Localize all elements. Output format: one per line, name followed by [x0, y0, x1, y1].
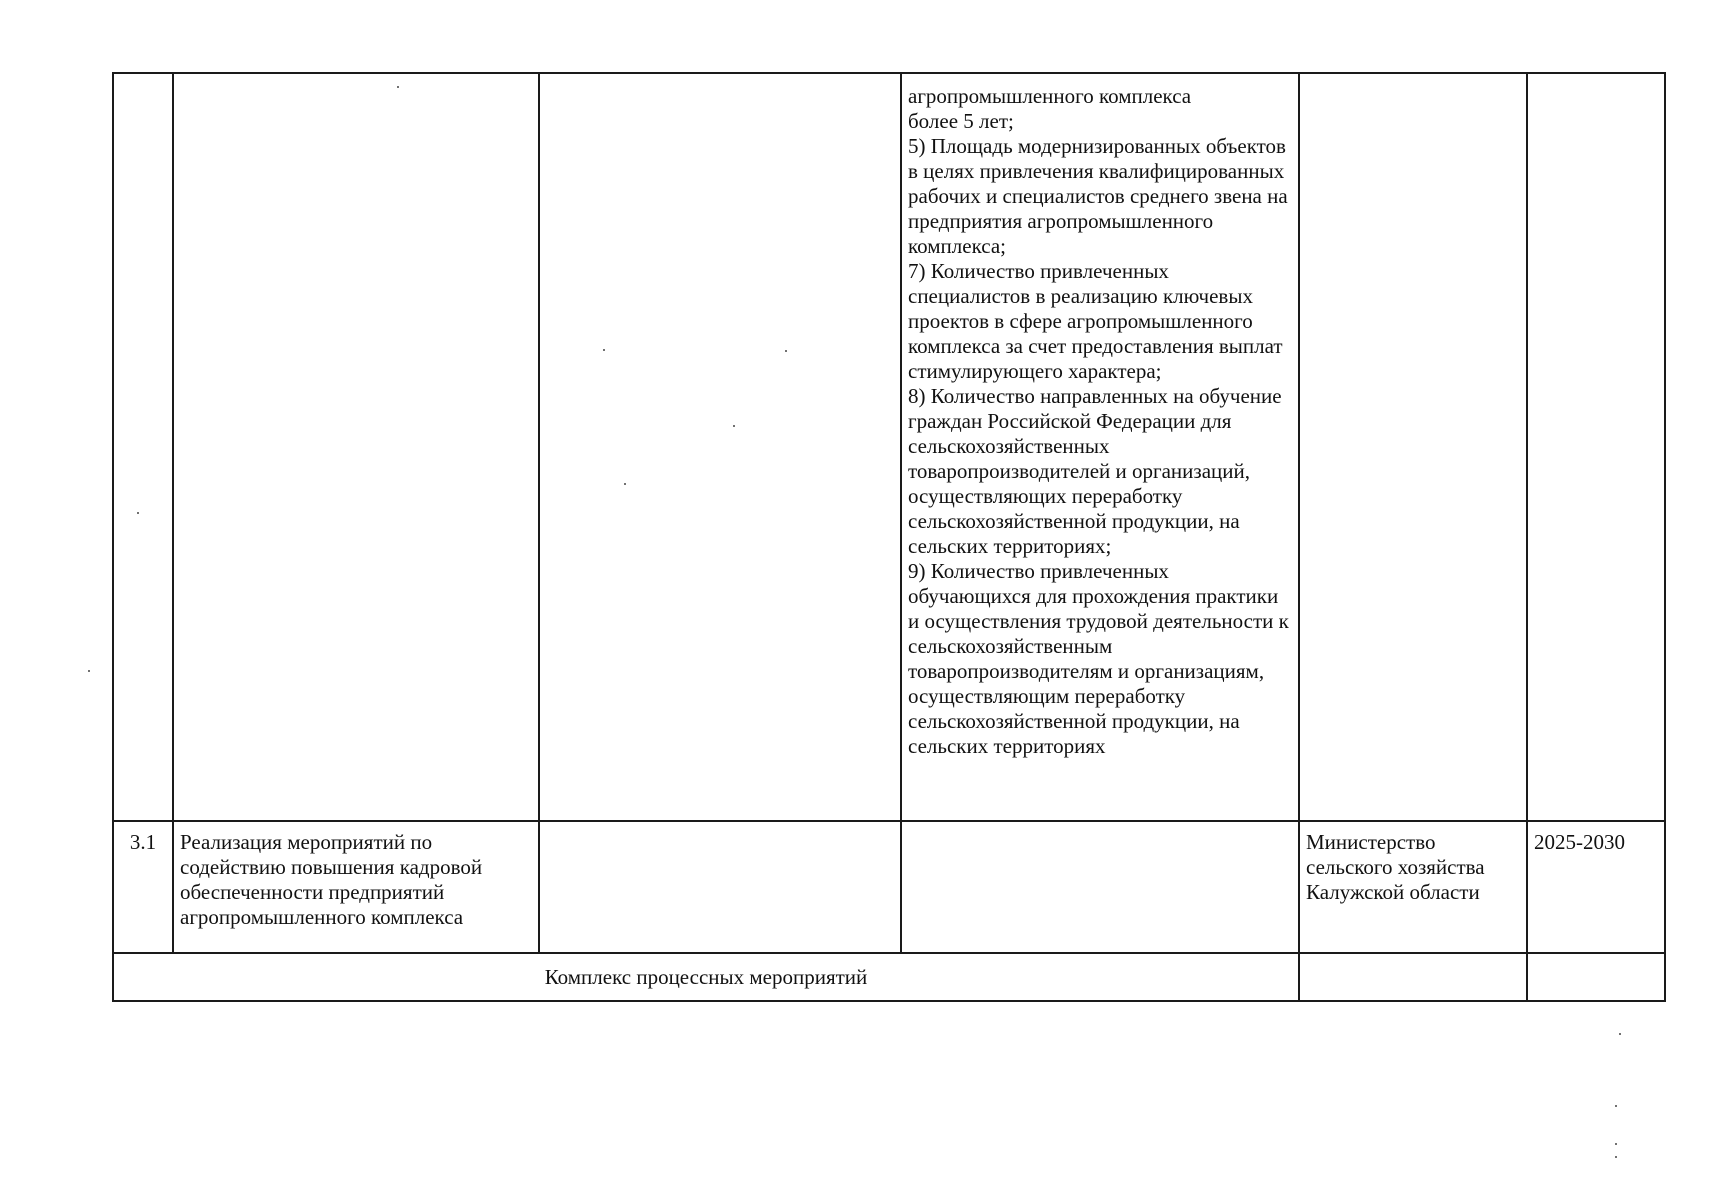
cell-section-responsible-empty — [1299, 953, 1527, 1001]
cell-col3 — [539, 821, 901, 953]
cell-col3-empty — [539, 73, 901, 821]
cell-number-empty — [113, 73, 173, 821]
table-row-3-1 — [113, 821, 1665, 953]
cell-indicators: агропромышленного комплекса более 5 лет; 5) Площадь модернизированных объектов в целях привлечения квалифицированных рабочих и специалистов среднего звена на предприятия агропромышленного комплекса; 7) Количество привлеченных специалистов в реализацию ключевых проектов в сфере агропромышленного комплекса за счет предоставления выплат стимулирующего характера; 8) Количество направленных на обучение граждан Российской Федерации для сельскохозяйственных товаропроизводителей и организаций, осуществляющих переработку сельскохозяйственной продукции, на сельских территориях; 9) Количество привлеченных обучающихся для прохождения практики и осуществления трудовой деятельности к сельскохозяйственным товаропроизводителям и организациям, осуществляющим переработку сельскохозяйственной продукции, на сельских территориях — [901, 73, 1299, 821]
scan-speck — [137, 512, 139, 514]
table-row-continuation — [113, 73, 1665, 821]
cell-section-period-empty — [1527, 953, 1665, 1001]
cell-col4 — [901, 821, 1299, 953]
cell-row-number: 3.1 — [113, 821, 173, 953]
table-row-section — [113, 953, 1665, 1001]
scan-speck — [397, 86, 399, 88]
cell-activity-name: Реализация мероприятий по содействию повышения кадровой обеспеченности предприятий агропромышленного комплекса — [173, 821, 539, 953]
section-title: Комплекс процессных мероприятий — [113, 953, 1299, 1001]
scan-speck — [603, 349, 605, 351]
scan-speck — [1615, 1156, 1617, 1158]
scan-speck — [785, 350, 787, 352]
scan-speck — [733, 425, 735, 427]
cell-period-empty — [1527, 73, 1665, 821]
cell-responsible: Министерство сельского хозяйства Калужской области — [1299, 821, 1527, 953]
scan-speck — [1615, 1143, 1617, 1145]
scan-speck — [88, 670, 90, 672]
scan-speck — [1615, 1105, 1617, 1107]
scan-speck — [624, 483, 626, 485]
cell-name-empty — [173, 73, 539, 821]
cell-period: 2025-2030 — [1527, 821, 1665, 953]
document-table — [112, 72, 1666, 1002]
scan-speck — [1619, 1033, 1621, 1035]
cell-responsible-empty — [1299, 73, 1527, 821]
